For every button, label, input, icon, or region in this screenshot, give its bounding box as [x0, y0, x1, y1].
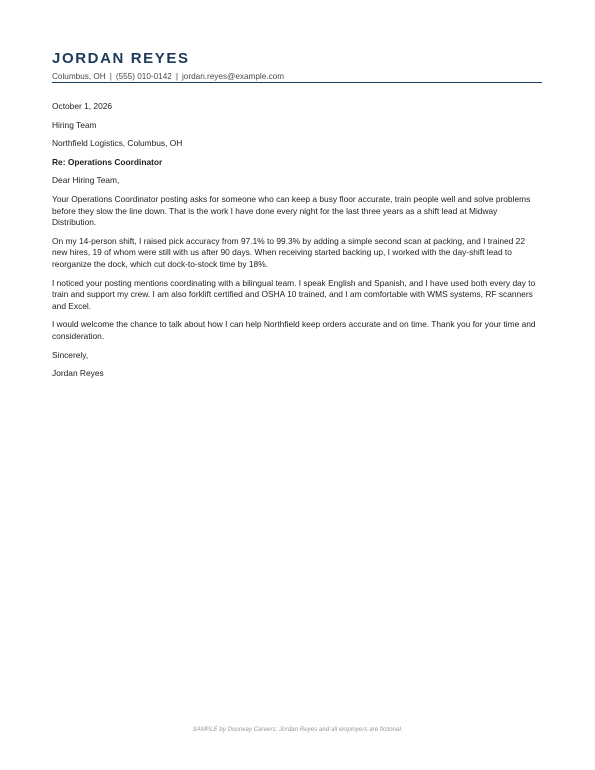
body-paragraph: I noticed your posting mentions coordinating with a bilingual team. I speak English and Spanish, and I have used both every day to train and support my crew. I am also forklift certified and OSHA 10 trained, and I am comfortable with WMS systems, RF scanners and Excel.	[52, 277, 536, 311]
letter-date: October 1, 2026	[52, 101, 113, 111]
contact-separator: |	[109, 72, 112, 81]
header-divider	[52, 82, 542, 83]
letterhead	[52, 50, 542, 82]
email-text: jordan.reyes@example.com	[181, 72, 285, 81]
applicant-name: JORDAN REYES	[52, 50, 190, 67]
contact-separator: |	[175, 72, 178, 81]
signature-name: Jordan Reyes	[52, 368, 104, 379]
letter-body	[52, 101, 542, 387]
body-paragraph: On my 14-person shift, I raised pick accuracy from 97.1% to 99.3% by adding a simple second scan at packing, and I trained 22 new hires, 19 of whom were still with us after 90 days. When receiving started backing up, I worked with the day-shift lead to reorganize the dock, which cut dock-to-stock time by 18%.	[52, 235, 525, 269]
phone-text: (555) 010-0142	[115, 72, 172, 81]
location-text: Columbus, OH	[52, 72, 106, 81]
contact-line	[52, 71, 542, 82]
recipient-name: Hiring Team	[52, 119, 97, 130]
subject-line: Re: Operations Coordinator	[52, 156, 163, 167]
recipient-company: Northfield Logistics, Columbus, OH	[52, 138, 183, 149]
body-paragraph: I would welcome the chance to talk about how I can help Northfield keep orders accurate and on time. Thank you for your time and consideration.	[52, 319, 536, 341]
sample-disclaimer: SAMPLE by Doorway Careers: Jordan Reyes and all employers are fictional.	[192, 726, 403, 733]
body-paragraph: Your Operations Coordinator posting asks for someone who can keep a busy floor accurate, train people well and solve problems before they slow the line down. That is the work I have done every night for the last three years as a shift lead at Midway Distribution.	[52, 193, 531, 228]
closing: Sincerely,	[52, 349, 89, 360]
salutation: Dear Hiring Team,	[52, 175, 120, 186]
